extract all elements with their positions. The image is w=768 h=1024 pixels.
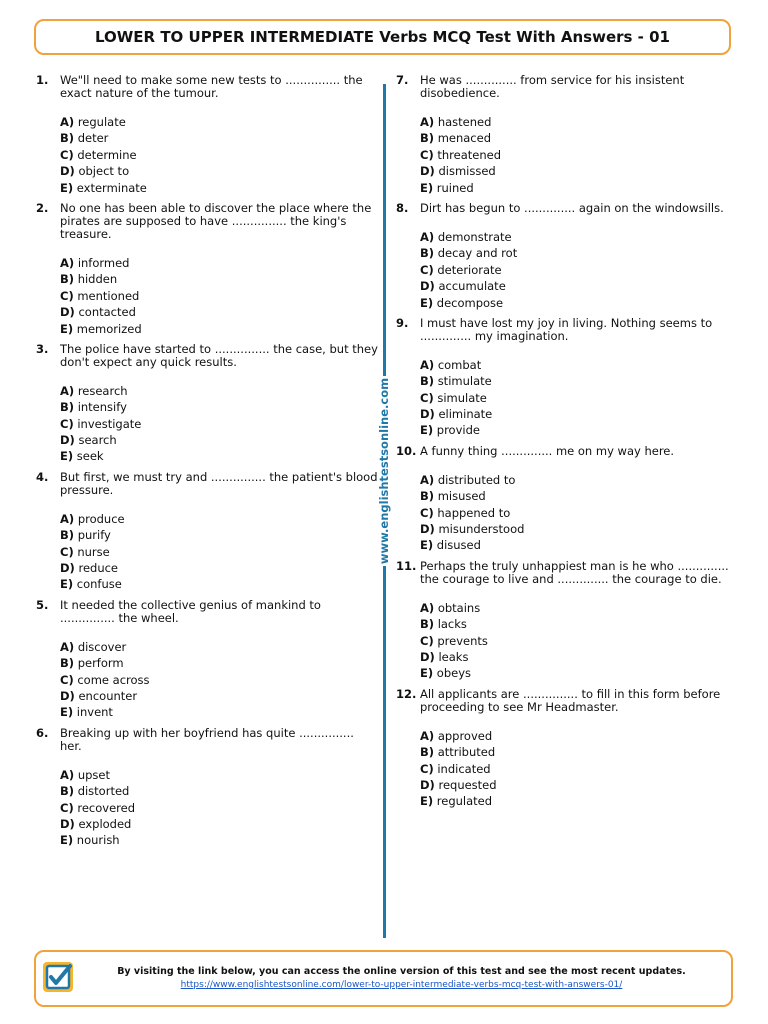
option-letter: A) (60, 511, 75, 526)
question-stem (36, 727, 378, 753)
option-letter: D) (420, 164, 435, 179)
option-text: decompose (436, 295, 504, 310)
checkbox-icon (41, 960, 75, 994)
answer-option (60, 383, 378, 399)
column-divider-bottom (383, 566, 386, 938)
option-text: search (78, 433, 117, 448)
answer-option (420, 163, 740, 179)
answer-option (60, 399, 378, 415)
option-text: provide (436, 423, 480, 438)
answer-options (420, 472, 740, 554)
question-stem (396, 688, 740, 714)
option-letter: A) (420, 600, 435, 615)
answer-option (420, 295, 740, 311)
option-letter: A) (420, 472, 435, 487)
question-number: 10. (396, 443, 417, 458)
option-letter: D) (60, 688, 75, 703)
answer-option (420, 744, 740, 760)
option-letter: A) (420, 728, 435, 743)
option-letter: E) (60, 449, 74, 464)
answer-option (60, 147, 378, 163)
option-text: demonstrate (437, 229, 512, 244)
option-letter: B) (420, 131, 435, 146)
answer-options (420, 114, 740, 196)
answer-option (60, 800, 378, 816)
answer-option (420, 180, 740, 196)
questions-column-left (36, 74, 378, 855)
question-stem (396, 317, 740, 343)
option-letter: E) (420, 423, 434, 438)
question-text: We"ll need to make some new tests to ............... the exact nature of the tumour. (60, 73, 363, 100)
option-letter: A) (60, 767, 75, 782)
question-text: Breaking up with her boyfriend has quite ............... her. (60, 725, 354, 753)
answer-option (60, 672, 378, 688)
option-text: perform (77, 656, 124, 671)
answer-options (420, 357, 740, 439)
option-text: encounter (78, 688, 138, 703)
option-letter: D) (60, 164, 75, 179)
option-text: exterminate (76, 180, 147, 195)
question-block (36, 599, 378, 721)
answer-option (60, 304, 378, 320)
option-letter: C) (60, 544, 74, 559)
option-text: come across (77, 672, 150, 687)
option-text: upset (77, 767, 110, 782)
option-text: hidden (77, 272, 118, 287)
option-text: deter (77, 131, 109, 146)
answer-option (420, 406, 740, 422)
question-text: No one has been able to discover the place where the pirates are supposed to have ............... the king's treasure. (60, 200, 372, 241)
question-number: 6. (36, 725, 49, 740)
option-letter: B) (420, 617, 435, 632)
option-letter: C) (420, 761, 434, 776)
option-text: nurse (77, 544, 110, 559)
answer-option (420, 600, 740, 616)
answer-option (420, 229, 740, 245)
option-text: regulated (436, 794, 493, 809)
option-letter: B) (60, 272, 75, 287)
answer-option (60, 321, 378, 337)
option-text: disused (436, 538, 481, 553)
option-letter: C) (60, 800, 74, 815)
question-text: I must have lost my joy in living. Nothing seems to .............. my imagination. (420, 315, 713, 343)
question-block (36, 471, 378, 593)
option-letter: B) (60, 131, 75, 146)
answer-option (60, 544, 378, 560)
option-letter: D) (420, 522, 435, 537)
option-letter: E) (420, 794, 434, 809)
answer-option (60, 816, 378, 832)
option-letter: B) (420, 246, 435, 261)
option-letter: D) (420, 649, 435, 664)
answer-option (60, 576, 378, 592)
option-text: indicated (437, 761, 491, 776)
questions-column-right (396, 74, 740, 816)
option-text: produce (77, 511, 125, 526)
question-text: Dirt has begun to .............. again on the windowsills. (420, 200, 724, 215)
answer-option (60, 271, 378, 287)
option-letter: E) (60, 705, 74, 720)
option-text: seek (76, 449, 104, 464)
question-block (36, 74, 378, 196)
answer-option (420, 665, 740, 681)
option-letter: C) (420, 262, 434, 277)
option-letter: E) (420, 666, 434, 681)
option-letter: E) (60, 180, 74, 195)
answer-option (420, 728, 740, 744)
question-block (396, 202, 740, 311)
question-block (396, 560, 740, 682)
answer-option (60, 180, 378, 196)
answer-options (420, 728, 740, 810)
question-text: All applicants are ............... to fill in this form before proceeding to see Mr Headmaster. (420, 686, 721, 714)
option-text: reduce (78, 561, 119, 576)
option-text: exploded (78, 816, 132, 831)
question-number: 1. (36, 73, 49, 87)
answer-options (420, 600, 740, 682)
question-number: 7. (396, 73, 409, 87)
option-text: mentioned (77, 288, 140, 303)
option-text: contacted (78, 305, 136, 320)
answer-option (60, 448, 378, 464)
option-text: invent (76, 705, 113, 720)
question-number: 8. (396, 200, 409, 215)
option-text: simulate (437, 390, 487, 405)
question-block (396, 74, 740, 196)
option-letter: D) (60, 561, 75, 576)
option-text: accumulate (438, 279, 506, 294)
option-text: leaks (438, 649, 469, 664)
question-text: It needed the collective genius of mankind to ............... the wheel. (60, 597, 321, 625)
option-text: recovered (77, 800, 135, 815)
answer-option (420, 649, 740, 665)
column-divider-top (383, 84, 386, 376)
option-text: lacks (437, 617, 467, 632)
option-text: prevents (437, 633, 488, 648)
answer-option (420, 130, 740, 146)
question-stem (396, 445, 740, 458)
option-letter: A) (420, 115, 435, 129)
answer-options (60, 383, 378, 465)
answer-option (420, 422, 740, 438)
option-text: memorized (76, 321, 142, 336)
option-text: combat (437, 357, 482, 372)
option-text: decay and rot (437, 246, 518, 261)
option-text: happened to (437, 505, 511, 520)
question-block (396, 688, 740, 810)
question-stem (36, 471, 378, 497)
question-text: A funny thing .............. me on my way here. (420, 443, 675, 458)
question-stem (36, 599, 378, 625)
option-letter: A) (420, 229, 435, 244)
question-text: But first, we must try and ............... the patient's blood pressure. (60, 469, 378, 497)
option-text: research (77, 383, 128, 398)
question-text: Perhaps the truly unhappiest man is he who .............. the courage to live and .............. the courage to die. (420, 558, 729, 586)
option-letter: D) (60, 305, 75, 320)
answer-options (60, 255, 378, 337)
option-text: obeys (436, 666, 471, 681)
option-text: dismissed (438, 164, 496, 179)
watermark-url: www.englishtestsonline.com (377, 377, 391, 565)
option-text: informed (77, 255, 130, 270)
option-text: obtains (437, 600, 481, 615)
option-text: determine (77, 147, 137, 162)
option-letter: C) (420, 505, 434, 520)
answer-option (60, 527, 378, 543)
option-text: eliminate (438, 407, 493, 422)
option-letter: B) (60, 784, 75, 799)
question-stem (396, 560, 740, 586)
option-letter: D) (60, 816, 75, 831)
option-letter: A) (60, 115, 75, 129)
question-block (36, 343, 378, 465)
answer-option (420, 777, 740, 793)
question-block (396, 317, 740, 439)
option-text: object to (78, 164, 130, 179)
option-letter: C) (420, 633, 434, 648)
option-letter: A) (420, 357, 435, 372)
answer-option (60, 255, 378, 271)
question-block (36, 727, 378, 849)
question-text: The police have started to ............... the case, but they don't expect any quick results. (60, 341, 378, 369)
answer-option (60, 639, 378, 655)
option-letter: D) (420, 777, 435, 792)
answer-option (60, 163, 378, 179)
option-letter: E) (60, 321, 74, 336)
online-version-link[interactable]: https://www.englishtestsonline.com/lower-to-upper-intermediate-verbs-mcq-test-with-answers-01/ (180, 980, 623, 990)
option-letter: A) (60, 255, 75, 270)
option-letter: C) (60, 672, 74, 687)
answer-option (60, 655, 378, 671)
question-number: 5. (36, 597, 49, 612)
option-letter: E) (420, 180, 434, 195)
option-text: distributed to (437, 472, 516, 487)
answer-option (420, 505, 740, 521)
option-letter: B) (60, 400, 75, 415)
answer-option (420, 245, 740, 261)
option-letter: C) (60, 147, 74, 162)
option-text: intensify (77, 400, 127, 415)
answer-option (420, 521, 740, 537)
option-text: purify (77, 528, 111, 543)
option-text: regulate (77, 115, 126, 129)
answer-options (60, 114, 378, 196)
answer-option (420, 616, 740, 632)
question-stem (36, 202, 378, 241)
page-title: LOWER TO UPPER INTERMEDIATE Verbs MCQ Test With Answers - 01 (34, 19, 731, 55)
answer-options (60, 639, 378, 721)
option-letter: A) (60, 639, 75, 654)
answer-option (420, 488, 740, 504)
option-text: threatened (437, 147, 502, 162)
answer-option (420, 761, 740, 777)
option-letter: B) (420, 745, 435, 760)
answer-option (420, 357, 740, 373)
option-text: approved (437, 728, 493, 743)
answer-option (60, 560, 378, 576)
answer-option (60, 767, 378, 783)
question-number: 11. (396, 558, 417, 573)
option-letter: B) (60, 528, 75, 543)
option-text: hastened (437, 115, 492, 129)
option-text: investigate (77, 416, 142, 431)
option-text: distorted (77, 784, 130, 799)
question-number: 4. (36, 469, 49, 484)
option-letter: B) (420, 489, 435, 504)
answer-option (60, 511, 378, 527)
option-letter: E) (420, 295, 434, 310)
question-number: 3. (36, 341, 49, 356)
option-letter: E) (60, 833, 74, 848)
option-letter: B) (420, 374, 435, 389)
option-letter: B) (60, 656, 75, 671)
answer-option (420, 373, 740, 389)
footer (34, 950, 733, 1007)
option-letter: C) (60, 288, 74, 303)
option-letter: C) (420, 147, 434, 162)
question-stem (396, 202, 740, 215)
answer-option (60, 130, 378, 146)
question-block (36, 202, 378, 337)
option-letter: C) (60, 416, 74, 431)
option-text: confuse (76, 577, 122, 592)
option-letter: E) (420, 538, 434, 553)
question-stem (396, 74, 740, 100)
answer-option (60, 114, 378, 130)
option-letter: E) (60, 577, 74, 592)
option-letter: D) (60, 433, 75, 448)
question-block (396, 445, 740, 554)
answer-option (420, 633, 740, 649)
answer-option (60, 783, 378, 799)
answer-option (60, 704, 378, 720)
answer-option (420, 537, 740, 553)
answer-options (60, 767, 378, 849)
option-text: menaced (437, 131, 491, 146)
question-text: He was .............. from service for his insistent disobedience. (420, 73, 685, 100)
answer-options (60, 511, 378, 593)
option-letter: D) (420, 279, 435, 294)
option-text: misunderstood (438, 522, 525, 537)
question-number: 2. (36, 200, 49, 215)
footer-note: By visiting the link below, you can access the online version of this test and see the most recent updates. (117, 966, 686, 977)
option-letter: C) (420, 390, 434, 405)
question-number: 9. (396, 315, 409, 330)
answer-option (60, 288, 378, 304)
answer-option (420, 114, 740, 130)
answer-option (60, 416, 378, 432)
answer-option (60, 832, 378, 848)
option-text: ruined (436, 180, 474, 195)
answer-option (420, 147, 740, 163)
question-stem (36, 74, 378, 100)
option-letter: A) (60, 383, 75, 398)
answer-option (420, 278, 740, 294)
option-text: deteriorate (437, 262, 502, 277)
option-text: discover (77, 639, 127, 654)
option-text: attributed (437, 745, 496, 760)
answer-options (420, 229, 740, 311)
question-number: 12. (396, 686, 417, 701)
option-text: stimulate (437, 374, 492, 389)
option-text: requested (438, 777, 497, 792)
option-text: nourish (76, 833, 120, 848)
answer-option (420, 390, 740, 406)
question-stem (36, 343, 378, 369)
option-text: misused (437, 489, 486, 504)
answer-option (420, 262, 740, 278)
answer-option (420, 793, 740, 809)
answer-option (420, 472, 740, 488)
answer-option (60, 688, 378, 704)
option-letter: D) (420, 407, 435, 422)
answer-option (60, 432, 378, 448)
